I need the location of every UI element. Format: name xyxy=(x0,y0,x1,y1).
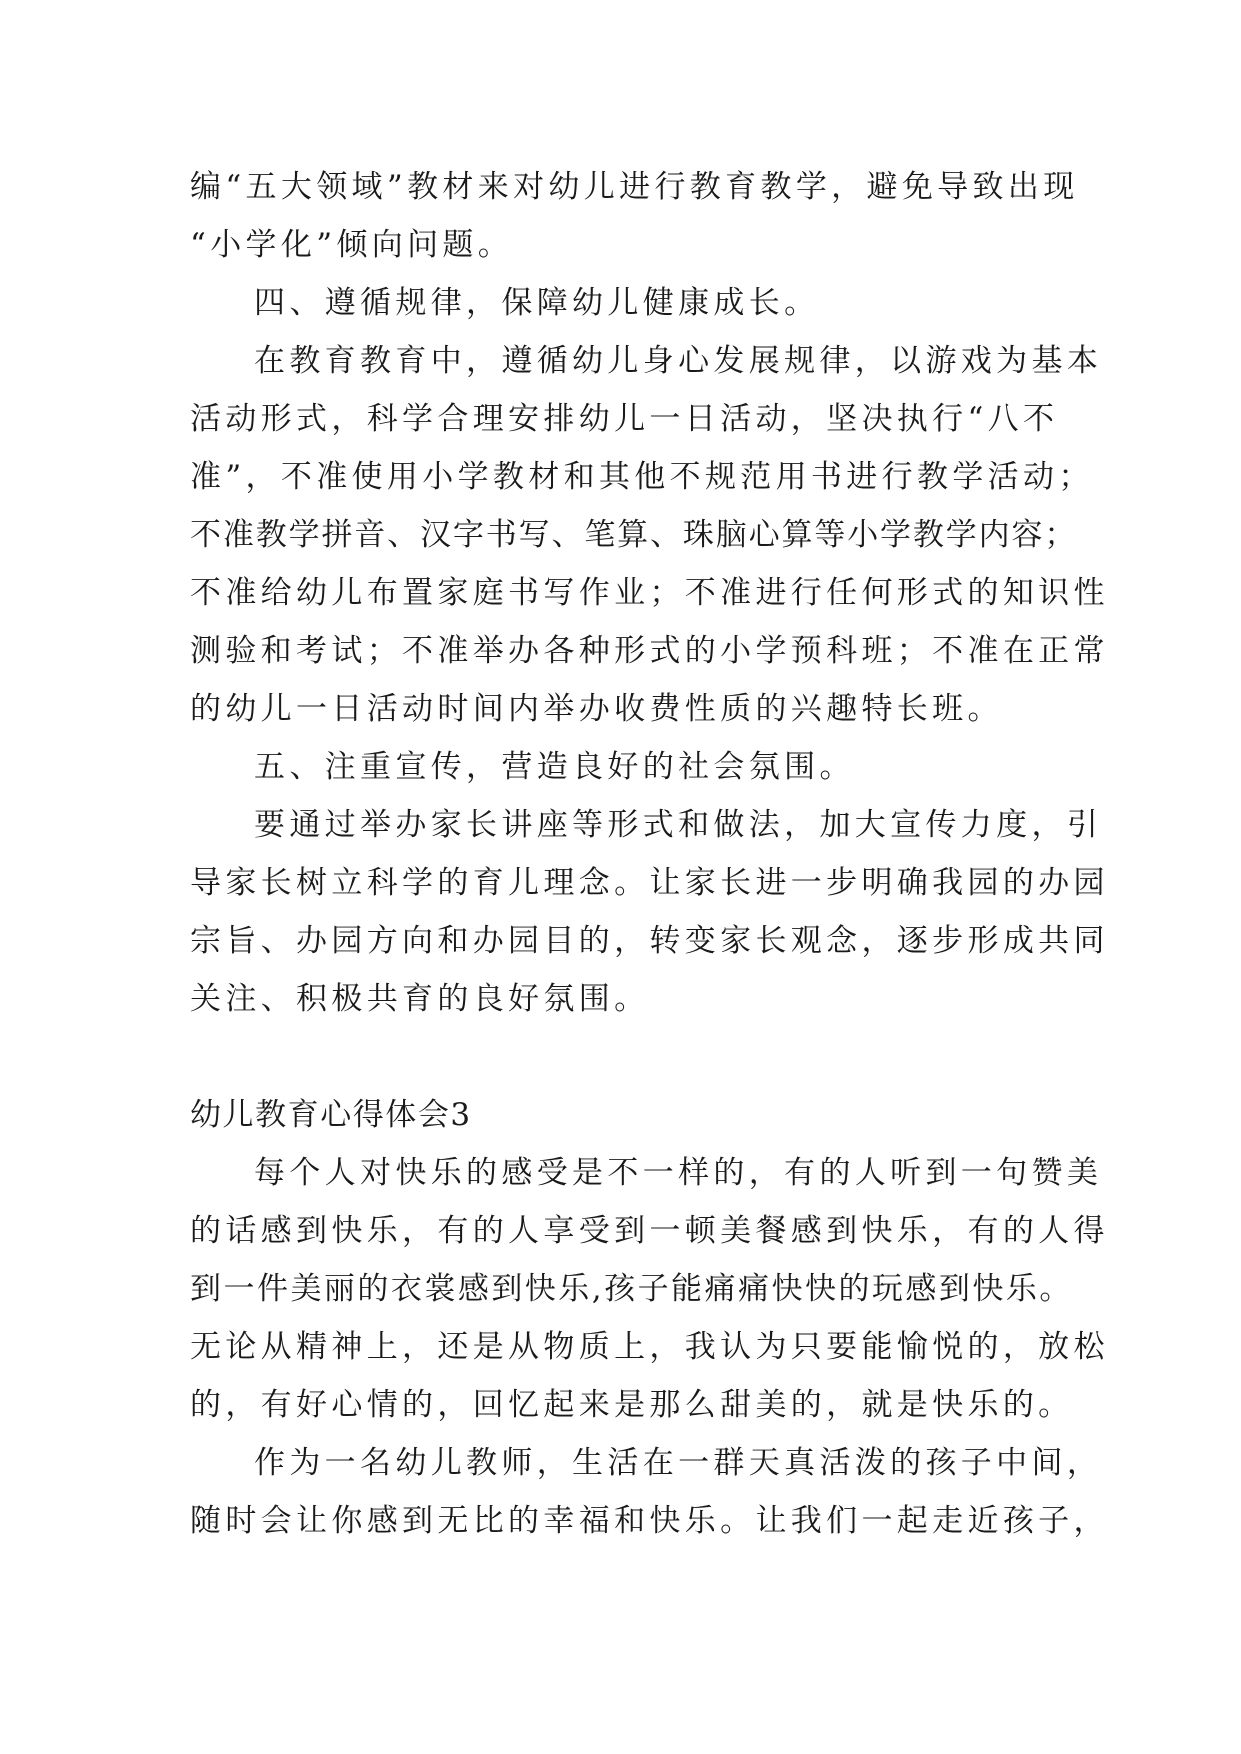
text-line: 导家长树立科学的育儿理念。让家长进一步明确我园的办园 xyxy=(190,865,1109,901)
text-line: 不准给幼儿布置家庭书写作业；不准进行任何形式的知识性 xyxy=(190,575,1109,611)
text-line: 在教育教育中，遵循幼儿身心发展规律，以游戏为基本 xyxy=(254,343,1103,379)
text-line: 的话感到快乐，有的人享受到一顿美餐感到快乐，有的人得 xyxy=(190,1213,1109,1249)
section-heading: 四、遵循规律，保障幼儿健康成长。 xyxy=(254,285,820,321)
text-line: 作为一名幼儿教师，生活在一群天真活泼的孩子中间， xyxy=(254,1445,1103,1481)
text-line: 测验和考试；不准举办各种形式的小学预科班；不准在正常 xyxy=(190,633,1109,669)
text-line: 每个人对快乐的感受是不一样的，有的人听到一句赞美 xyxy=(254,1155,1103,1191)
text-line: 要通过举办家长讲座等形式和做法，加大宣传力度，引 xyxy=(254,807,1103,843)
text-line: 宗旨、办园方向和办园目的，转变家长观念，逐步形成共同 xyxy=(190,923,1109,959)
text-line: 准”，不准使用小学教材和其他不规范用书进行教学活动； xyxy=(190,459,1094,495)
text-line: 随时会让你感到无比的幸福和快乐。让我们一起走近孩子， xyxy=(190,1503,1109,1539)
section-heading: 五、注重宣传，营造良好的社会氛围。 xyxy=(254,749,855,785)
text-line: 的幼儿一日活动时间内举办收费性质的兴趣特长班。 xyxy=(190,691,1003,727)
text-line: 活动形式，科学合理安排幼儿一日活动，坚决执行“八不 xyxy=(190,401,1059,437)
text-line: “小学化”倾向问题。 xyxy=(190,227,514,263)
article-title: 幼儿教育心得体会3 xyxy=(190,1097,472,1133)
paragraph-gap xyxy=(190,1028,1052,1086)
text-line: 不准教学拼音、汉字书写、笔算、珠脑心算等小学教学内容； xyxy=(190,517,1078,553)
document-body xyxy=(190,158,1109,1550)
text-line: 的，有好心情的，回忆起来是那么甜美的，就是快乐的。 xyxy=(190,1387,1074,1423)
text-line: 关注、积极共育的良好氛围。 xyxy=(190,981,650,1017)
text-line: 无论从精神上，还是从物质上，我认为只要能愉悦的，放松 xyxy=(190,1329,1109,1365)
text-line: 到一件美丽的衣裳感到快乐,孩子能痛痛快快的玩感到快乐。 xyxy=(190,1271,1073,1307)
text-line: 编“五大领域”教材来对幼儿进行教育教学，避免导致出现 xyxy=(190,169,1079,205)
